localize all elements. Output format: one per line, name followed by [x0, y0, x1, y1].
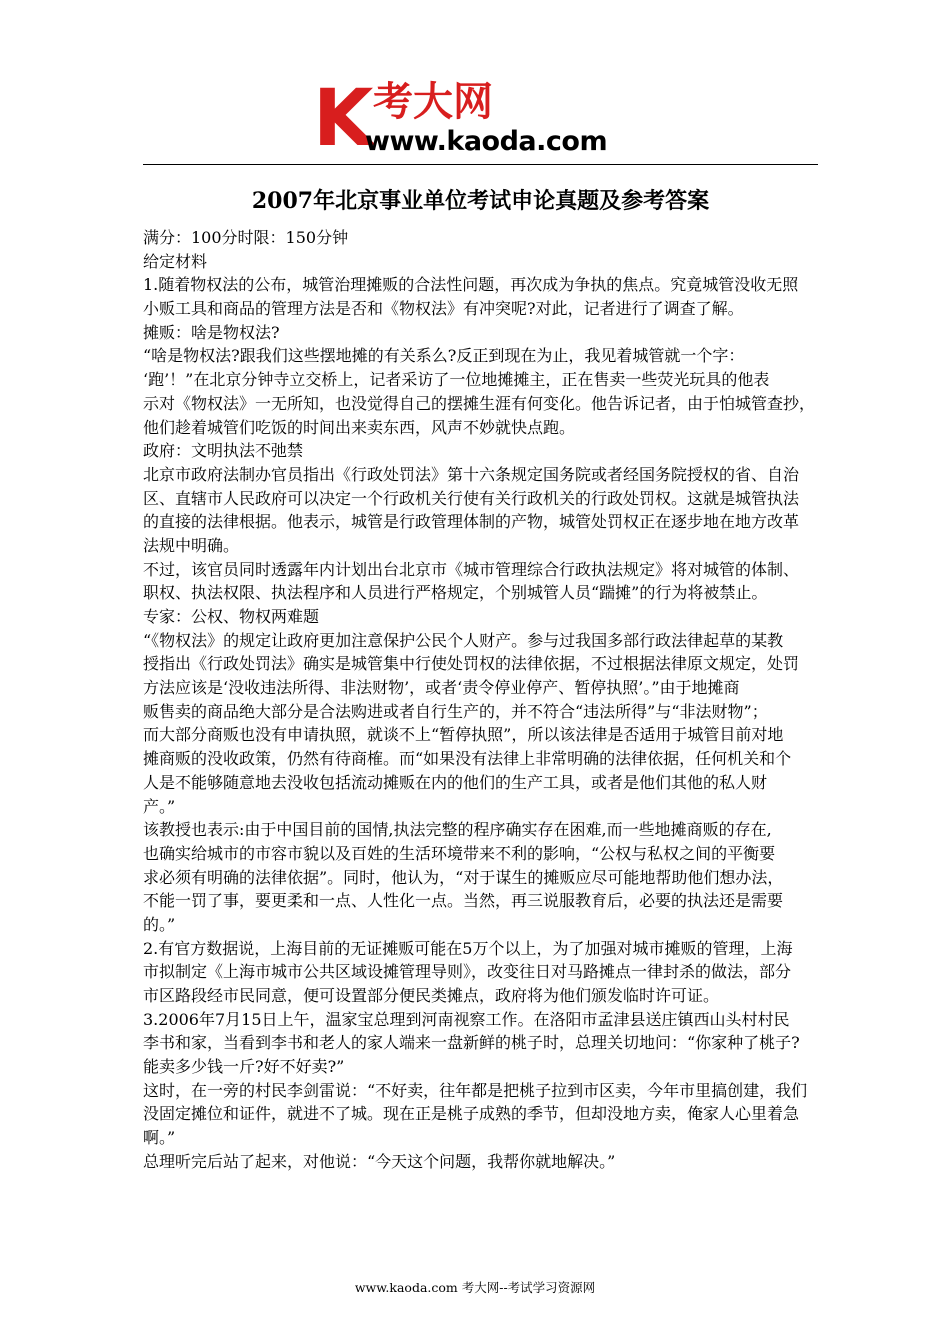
body-line: 区、直辖市人民政府可以决定一个行政机关行使有关行政机关的行政处罚权。这就是城管执法 — [143, 488, 800, 508]
body-line: 他们趁着城管们吃饭的时间出来卖东西，风声不妙就快点跑。 — [143, 417, 576, 437]
body-line: 方法应该是‘没收违法所得、非法财物’，或者‘责令停业停产、暂停执照’。”由于地摊商 — [143, 678, 740, 698]
body-line: 专家：公权、物权两难题 — [143, 607, 320, 626]
body-line: 摊商贩的没收政策，仍然有待商榷。而“如果没有法律上非常明确的法律依据，任何机关和个 — [143, 749, 792, 769]
body-line: 法规中明确。 — [143, 535, 240, 555]
body-line: 给定材料 — [143, 251, 208, 271]
site-logo — [313, 74, 653, 164]
body-line: 不过，该官员同时透露年内计划出台北京市《城市管理综合行政执法规定》将对城管的体制、 — [143, 559, 800, 579]
page-footer: www.kaoda.com 考大网--考试学习资源网 — [354, 1280, 596, 1295]
logo-k-mark: K — [313, 74, 374, 164]
body-line: 该教授也表示:由于中国目前的国情,执法完整的程序确实存在困难,而一些地摊商贩的存在, — [143, 820, 772, 840]
body-line: 李书和家，当看到李书和老人的家人端来一盘新鲜的桃子时，总理关切地问：“你家种了桃子? — [143, 1033, 800, 1053]
body-line: 3.2006年7月15日上午，温家宝总理到河南视察工作。在洛阳市孟津县送庄镇西山头村村民 — [143, 1009, 790, 1029]
body-line: “《物权法》的规定让政府更加注意保护公民个人财产。参与过我国多部行政法律起草的某教 — [143, 630, 784, 650]
body-line: 求必须有明确的法律依据”。同时，他认为，“对于谋生的摊贩应尽可能地帮助他们想办法， — [143, 867, 784, 887]
body-line: 这时，在一旁的村民李剑雷说：“不好卖，往年都是把桃子拉到市区卖，今年市里搞创建，我们 — [143, 1080, 808, 1100]
body-line: 贩售卖的商品绝大部分是合法购进或者自行生产的，并不符合“违法所得”与“非法财物”； — [143, 701, 768, 721]
body-line: 示对《物权法》一无所知，也没觉得自己的摆摊生涯有何变化。他告诉记者，由于怕城管查抄， — [143, 393, 816, 413]
logo-chinese-name: 考大网 — [373, 79, 493, 125]
header-divider — [143, 164, 818, 165]
body-line: 啊。” — [143, 1128, 176, 1148]
body-line: 北京市政府法制办官员指出《行政处罚法》第十六条规定国务院或者经国务院授权的省、自治 — [143, 464, 800, 484]
body-line: 市拟制定《上海市城市公共区域设摊管理导则》，改变往日对马路摊点一律封杀的做法，部分 — [143, 962, 792, 982]
logo-url: www.kaoda.com — [365, 126, 608, 157]
body-line: 授指出《行政处罚法》确实是城管集中行使处罚权的法律依据，不过根据法律原文规定，处罚 — [143, 654, 800, 674]
body-line: 不能一罚了事，要更柔和一点、人性化一点。当然，再三说服教育后，必要的执法还是需要 — [143, 891, 784, 911]
body-line: 摊贩：啥是物权法? — [143, 322, 280, 342]
body-line: 产。” — [143, 796, 176, 816]
body-line: 2.有官方数据说，上海目前的无证摊贩可能在5万个以上，为了加强对城市摊贩的管理，上海 — [143, 938, 793, 958]
body-line: 政府：文明执法不弛禁 — [143, 441, 304, 461]
body-line: 而大部分商贩也没有申请执照，就谈不上“暂停执照”，所以该法律是否适用于城管目前对地 — [143, 725, 784, 745]
body-line: 满分：100分时限：150分钟 — [143, 228, 349, 247]
body-line: ‘跑’！”在北京分钟寺立交桥上，记者采访了一位地摊摊主，正在售卖一些荧光玩具的他表 — [143, 370, 770, 390]
body-line: 总理听完后站了起来，对他说：“今天这个问题，我帮你就地解决。” — [143, 1151, 616, 1171]
body-line: 也确实给城市的市容市貌以及百姓的生活环境带来不利的影响，“公权与私权之间的平衡要 — [143, 843, 776, 863]
body-line: 的。” — [143, 914, 176, 934]
body-line: “啥是物权法?跟我们这些摆地摊的有关系么?反正到现在为止，我见着城管就一个字： — [143, 346, 745, 366]
body-line: 市区路段经市民同意，便可设置部分便民类摊点，政府将为他们颁发临时许可证。 — [143, 986, 720, 1005]
body-line: 职权、执法权限、执法程序和人员进行严格规定，个别城管人员“踹摊”的行为将被禁止。 — [143, 583, 768, 603]
body-line: 能卖多少钱一斤?好不好卖?” — [143, 1057, 345, 1077]
body-line: 人是不能够随意地去没收包括流动摊贩在内的他们的生产工具，或者是他们其他的私人财 — [143, 772, 768, 792]
body-line: 小贩工具和商品的管理方法是否和《物权法》有冲突呢?对此，记者进行了调查了解。 — [143, 299, 744, 319]
body-line: 的直接的法律根据。他表示，城管是行政管理体制的产物，城管处罚权正在逐步地在地方改革 — [143, 512, 800, 532]
document-body — [143, 226, 819, 1174]
document-title: 2007年北京事业单位考试申论真题及参考答案 — [251, 188, 710, 214]
body-line: 1.随着物权法的公布，城管治理摊贩的合法性问题，再次成为争执的焦点。究竟城管没收无照 — [143, 275, 799, 295]
body-line: 没固定摊位和证件，就进不了城。现在正是桃子成熟的季节，但却没地方卖，俺家人心里着急 — [143, 1104, 800, 1124]
